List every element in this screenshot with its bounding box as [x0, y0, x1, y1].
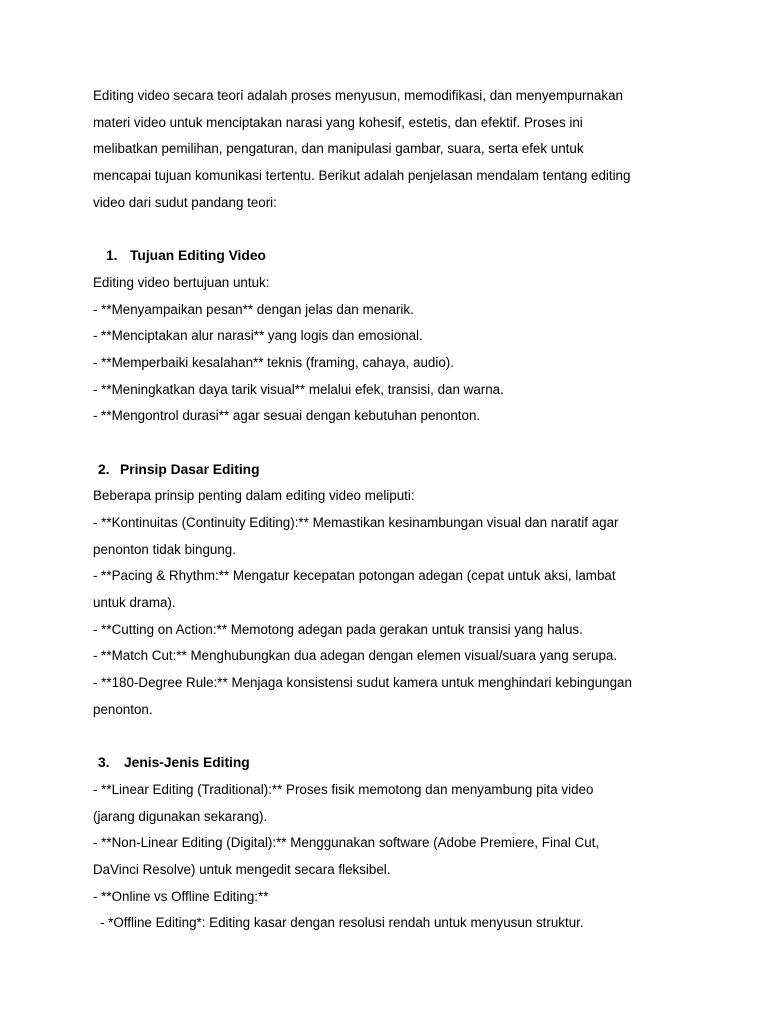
list-item: - **Memperbaiki kesalahan** teknis (framing, cahaya, audio).	[93, 354, 454, 370]
list-item-continuation: DaVinci Resolve) untuk mengedit secara fleksibel.	[93, 861, 391, 877]
intro-line: Editing video secara teori adalah proses menyusun, memodifikasi, dan menyempurnakan	[93, 88, 623, 103]
list-item: - **Pacing & Rhythm:** Mengatur kecepatan potongan adegan (cepat untuk aksi, lambat	[93, 568, 616, 584]
list-item: - **Meningkatkan daya tarik visual** melalui efek, transisi, dan warna.	[93, 381, 504, 397]
list-item-continuation: penonton tidak bingung.	[93, 541, 236, 557]
body-line: Editing video bertujuan untuk:	[93, 274, 270, 290]
list-item: - **Match Cut:** Menghubungkan dua adegan dengan elemen visual/suara yang serupa.	[93, 648, 618, 664]
spacer	[93, 430, 693, 457]
list-item: - **180-Degree Rule:** Menjaga konsistensi sudut kamera untuk menghindari kebingungan	[93, 675, 632, 691]
list-item: - **Mengontrol durasi** agar sesuai dengan kebutuhan penonton.	[93, 408, 481, 424]
list-item: - **Online vs Offline Editing:**	[93, 888, 269, 904]
heading-title: Tujuan Editing Video	[130, 248, 266, 264]
intro-line: mencapai tujuan komunikasi tertentu. Berikut adalah penjelasan mendalam tentang editing	[93, 168, 631, 184]
list-item: - **Menyampaikan pesan** dengan jelas dan menarik.	[93, 301, 414, 317]
heading-number: 3.	[98, 755, 110, 771]
heading-number: 1.	[106, 248, 118, 264]
document-page	[93, 83, 693, 937]
list-item: - **Non-Linear Editing (Digital):** Menggunakan software (Adobe Premiere, Final Cut,	[93, 835, 600, 851]
section-heading	[93, 750, 693, 777]
list-item-continuation: untuk drama).	[93, 595, 176, 611]
heading-title: Jenis-Jenis Editing	[124, 755, 250, 771]
list-item-continuation: penonton.	[93, 701, 153, 717]
section-prinsip	[93, 457, 693, 724]
sub-list-item: - *Offline Editing*: Editing kasar dengan resolusi rendah untuk menyusun struktur.	[100, 915, 584, 931]
spacer	[93, 724, 693, 751]
heading-title: Prinsip Dasar Editing	[120, 461, 260, 477]
spacer	[93, 216, 693, 243]
heading-number: 2.	[98, 461, 110, 477]
intro-paragraph	[93, 83, 693, 216]
intro-line: melibatkan pemilihan, pengaturan, dan manipulasi gambar, suara, serta efek untuk	[93, 141, 584, 157]
section-tujuan	[93, 243, 693, 430]
section-jenis	[93, 750, 693, 937]
section-heading	[93, 243, 693, 270]
intro-line: video dari sudut pandang teori:	[93, 194, 277, 210]
section-heading	[93, 457, 693, 484]
list-item: - **Cutting on Action:** Memotong adegan pada gerakan untuk transisi yang halus.	[93, 621, 583, 637]
list-item: - **Kontinuitas (Continuity Editing):** Memastikan kesinambungan visual dan naratif agar	[93, 515, 619, 530]
list-item: - **Linear Editing (Traditional):** Proses fisik memotong dan menyambung pita video	[93, 781, 594, 797]
list-item: - **Menciptakan alur narasi** yang logis dan emosional.	[93, 328, 423, 344]
intro-line: materi video untuk menciptakan narasi yang kohesif, estetis, dan efektif. Proses ini	[93, 114, 583, 130]
body-line: Beberapa prinsip penting dalam editing video meliputi:	[93, 488, 415, 504]
list-item-continuation: (jarang digunakan sekarang).	[93, 808, 268, 824]
